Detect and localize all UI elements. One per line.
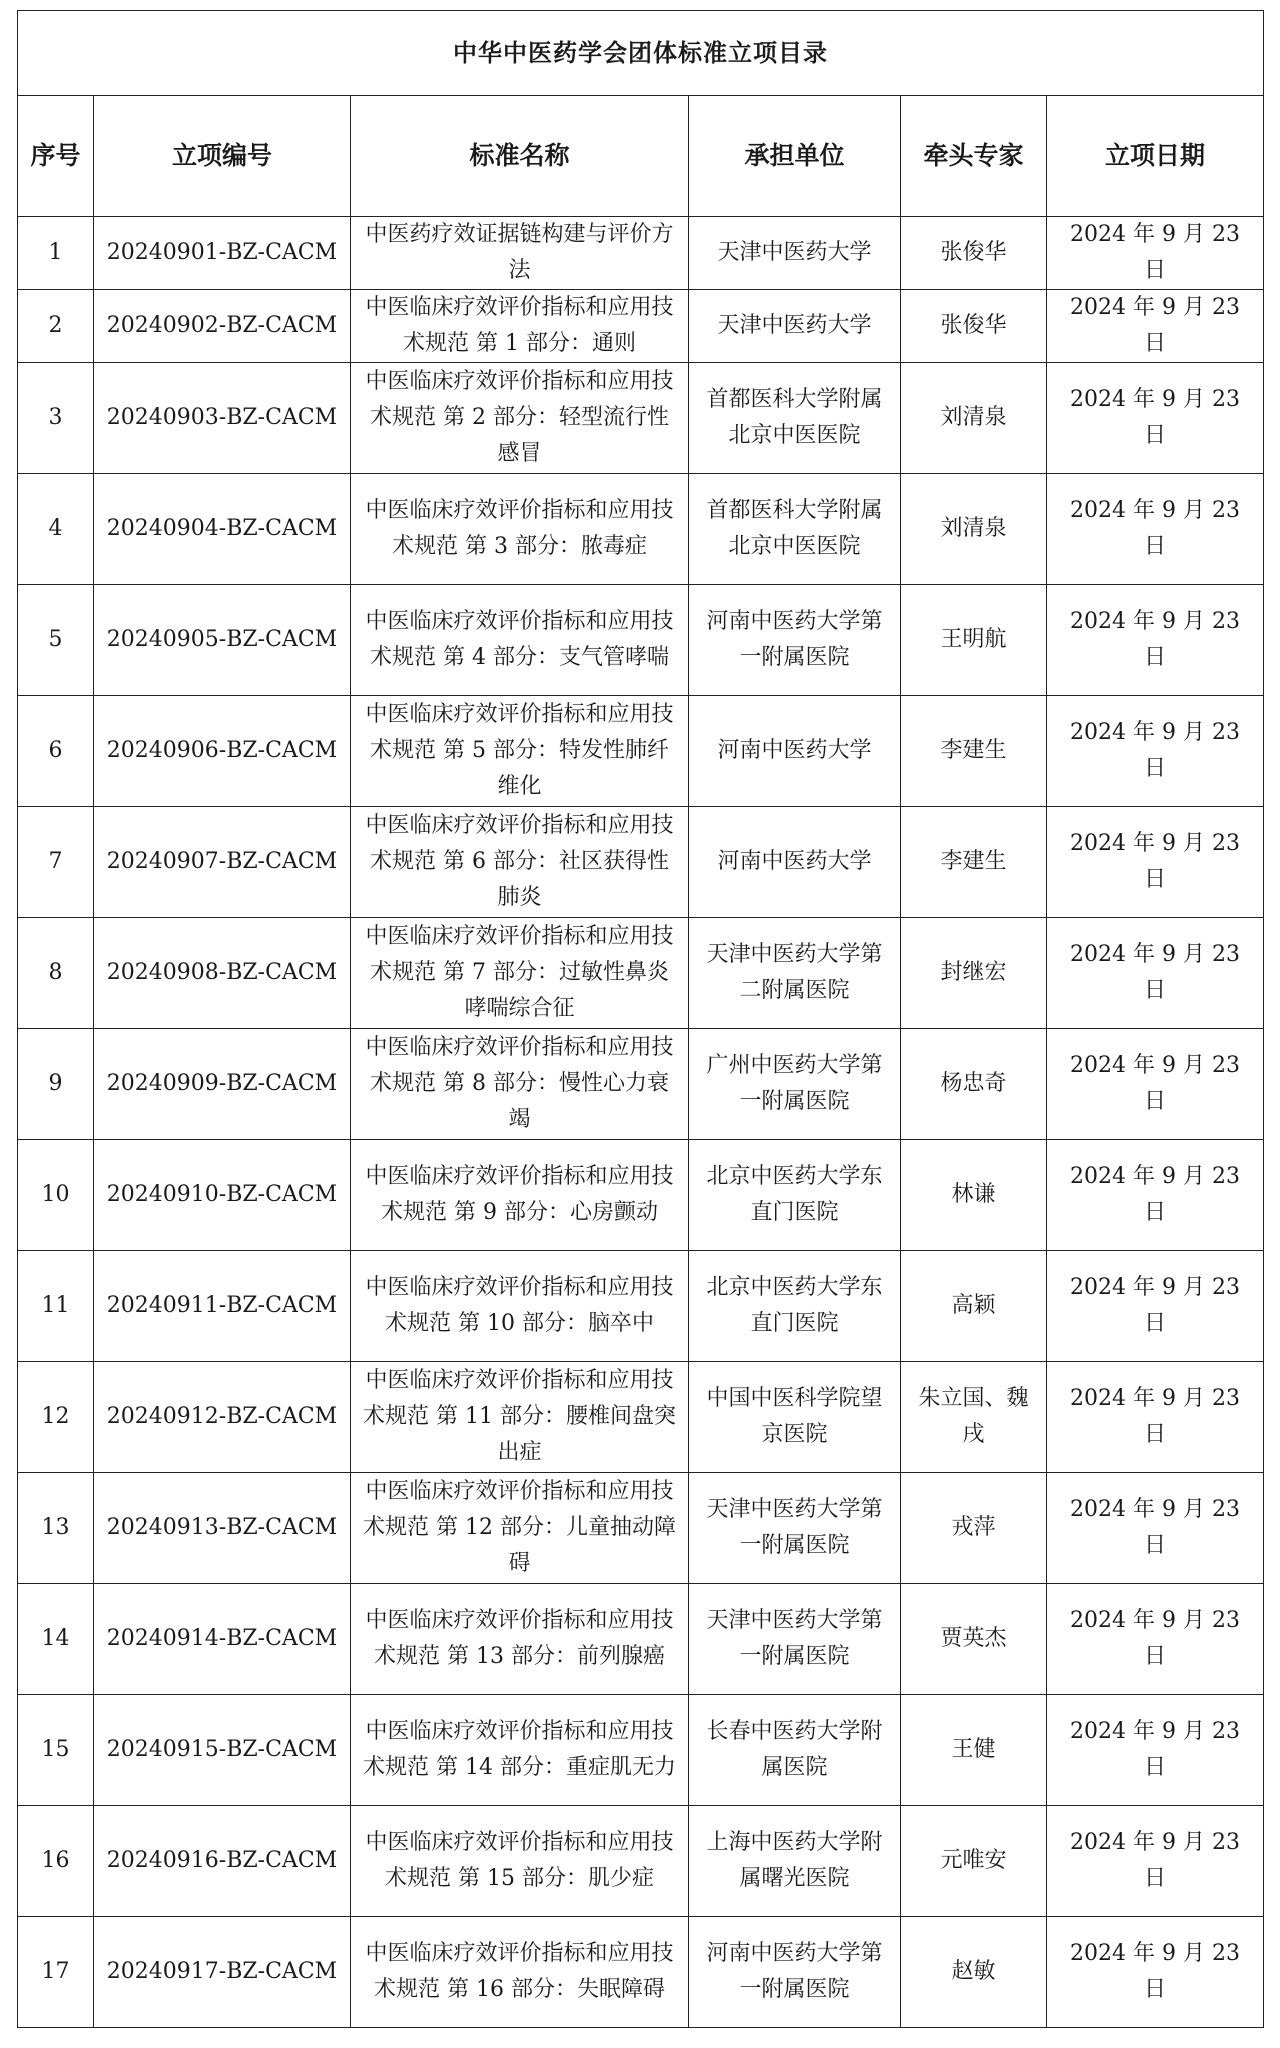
cell-name: 中医临床疗效评价指标和应用技术规范 第 2 部分：轻型流行性感冒 — [351, 363, 689, 474]
cell-expert: 王明航 — [901, 585, 1047, 696]
cell-code: 20240905-BZ-CACM — [94, 585, 351, 696]
cell-code: 20240907-BZ-CACM — [94, 807, 351, 918]
cell-date: 2024 年 9 月 23 日 — [1047, 1584, 1264, 1695]
cell-expert: 王健 — [901, 1695, 1047, 1806]
table-row — [18, 1251, 1264, 1362]
header-name: 标准名称 — [351, 96, 689, 217]
cell-name: 中医临床疗效评价指标和应用技术规范 第 13 部分：前列腺癌 — [351, 1584, 689, 1695]
cell-seq: 16 — [18, 1806, 94, 1917]
cell-code: 20240903-BZ-CACM — [94, 363, 351, 474]
cell-unit: 首都医科大学附属北京中医医院 — [689, 474, 901, 585]
table-row — [18, 1806, 1264, 1917]
cell-date: 2024 年 9 月 23 日 — [1047, 585, 1264, 696]
cell-seq: 1 — [18, 217, 94, 290]
cell-code: 20240906-BZ-CACM — [94, 696, 351, 807]
cell-date: 2024 年 9 月 23 日 — [1047, 363, 1264, 474]
table-row — [18, 1362, 1264, 1473]
cell-expert: 刘清泉 — [901, 474, 1047, 585]
table-row — [18, 1029, 1264, 1140]
cell-unit: 首都医科大学附属北京中医医院 — [689, 363, 901, 474]
cell-expert: 林谦 — [901, 1140, 1047, 1251]
cell-expert: 戎萍 — [901, 1473, 1047, 1584]
cell-name: 中医临床疗效评价指标和应用技术规范 第 16 部分：失眠障碍 — [351, 1917, 689, 2028]
cell-date: 2024 年 9 月 23 日 — [1047, 1362, 1264, 1473]
cell-seq: 11 — [18, 1251, 94, 1362]
cell-expert: 张俊华 — [901, 290, 1047, 363]
cell-seq: 15 — [18, 1695, 94, 1806]
cell-seq: 3 — [18, 363, 94, 474]
cell-name: 中医临床疗效评价指标和应用技术规范 第 6 部分：社区获得性肺炎 — [351, 807, 689, 918]
table-row — [18, 1473, 1264, 1584]
cell-unit: 天津中医药大学第一附属医院 — [689, 1584, 901, 1695]
cell-date: 2024 年 9 月 23 日 — [1047, 1473, 1264, 1584]
cell-unit: 长春中医药大学附属医院 — [689, 1695, 901, 1806]
table-row — [18, 217, 1264, 290]
cell-unit: 河南中医药大学第一附属医院 — [689, 585, 901, 696]
header-unit: 承担单位 — [689, 96, 901, 217]
cell-code: 20240911-BZ-CACM — [94, 1251, 351, 1362]
cell-name: 中医临床疗效评价指标和应用技术规范 第 14 部分：重症肌无力 — [351, 1695, 689, 1806]
cell-expert: 李建生 — [901, 807, 1047, 918]
cell-expert: 刘清泉 — [901, 363, 1047, 474]
cell-expert: 封继宏 — [901, 918, 1047, 1029]
cell-name: 中医临床疗效评价指标和应用技术规范 第 3 部分：脓毒症 — [351, 474, 689, 585]
table-row — [18, 1695, 1264, 1806]
cell-date: 2024 年 9 月 23 日 — [1047, 807, 1264, 918]
cell-expert: 张俊华 — [901, 217, 1047, 290]
cell-unit: 上海中医药大学附属曙光医院 — [689, 1806, 901, 1917]
cell-expert: 朱立国、魏戌 — [901, 1362, 1047, 1473]
cell-name: 中医临床疗效评价指标和应用技术规范 第 10 部分：脑卒中 — [351, 1251, 689, 1362]
header-date: 立项日期 — [1047, 96, 1264, 217]
cell-expert: 元唯安 — [901, 1806, 1047, 1917]
cell-date: 2024 年 9 月 23 日 — [1047, 290, 1264, 363]
cell-unit: 河南中医药大学 — [689, 807, 901, 918]
table-title: 中华中医药学会团体标准立项目录 — [18, 11, 1264, 96]
document-page — [17, 10, 1263, 2028]
cell-unit: 天津中医药大学第二附属医院 — [689, 918, 901, 1029]
header-code: 立项编号 — [94, 96, 351, 217]
cell-name: 中医临床疗效评价指标和应用技术规范 第 1 部分：通则 — [351, 290, 689, 363]
cell-date: 2024 年 9 月 23 日 — [1047, 1029, 1264, 1140]
cell-name: 中医临床疗效评价指标和应用技术规范 第 9 部分：心房颤动 — [351, 1140, 689, 1251]
table-row — [18, 585, 1264, 696]
cell-unit: 天津中医药大学 — [689, 290, 901, 363]
cell-expert: 贾英杰 — [901, 1584, 1047, 1695]
cell-seq: 4 — [18, 474, 94, 585]
cell-seq: 7 — [18, 807, 94, 918]
cell-unit: 河南中医药大学第一附属医院 — [689, 1917, 901, 2028]
cell-date: 2024 年 9 月 23 日 — [1047, 918, 1264, 1029]
cell-name: 中医临床疗效评价指标和应用技术规范 第 7 部分：过敏性鼻炎哮喘综合征 — [351, 918, 689, 1029]
standards-catalog-table — [17, 10, 1264, 2028]
table-row — [18, 696, 1264, 807]
cell-expert: 李建生 — [901, 696, 1047, 807]
cell-date: 2024 年 9 月 23 日 — [1047, 217, 1264, 290]
cell-seq: 14 — [18, 1584, 94, 1695]
cell-unit: 天津中医药大学第一附属医院 — [689, 1473, 901, 1584]
cell-date: 2024 年 9 月 23 日 — [1047, 696, 1264, 807]
cell-seq: 6 — [18, 696, 94, 807]
cell-unit: 河南中医药大学 — [689, 696, 901, 807]
cell-code: 20240913-BZ-CACM — [94, 1473, 351, 1584]
cell-expert: 杨忠奇 — [901, 1029, 1047, 1140]
cell-code: 20240917-BZ-CACM — [94, 1917, 351, 2028]
cell-code: 20240902-BZ-CACM — [94, 290, 351, 363]
cell-name: 中医临床疗效评价指标和应用技术规范 第 8 部分：慢性心力衰竭 — [351, 1029, 689, 1140]
cell-code: 20240915-BZ-CACM — [94, 1695, 351, 1806]
cell-name: 中医药疗效证据链构建与评价方法 — [351, 217, 689, 290]
table-row — [18, 1140, 1264, 1251]
cell-code: 20240910-BZ-CACM — [94, 1140, 351, 1251]
cell-unit: 广州中医药大学第一附属医院 — [689, 1029, 901, 1140]
table-row — [18, 474, 1264, 585]
table-row — [18, 363, 1264, 474]
cell-code: 20240909-BZ-CACM — [94, 1029, 351, 1140]
cell-code: 20240916-BZ-CACM — [94, 1806, 351, 1917]
cell-name: 中医临床疗效评价指标和应用技术规范 第 5 部分：特发性肺纤维化 — [351, 696, 689, 807]
cell-unit: 北京中医药大学东直门医院 — [689, 1251, 901, 1362]
cell-seq: 10 — [18, 1140, 94, 1251]
cell-date: 2024 年 9 月 23 日 — [1047, 1251, 1264, 1362]
cell-seq: 9 — [18, 1029, 94, 1140]
table-row — [18, 290, 1264, 363]
header-expert: 牵头专家 — [901, 96, 1047, 217]
cell-seq: 17 — [18, 1917, 94, 2028]
cell-seq: 13 — [18, 1473, 94, 1584]
cell-seq: 2 — [18, 290, 94, 363]
cell-unit: 中国中医科学院望京医院 — [689, 1362, 901, 1473]
cell-expert: 高颖 — [901, 1251, 1047, 1362]
cell-seq: 12 — [18, 1362, 94, 1473]
table-row — [18, 1584, 1264, 1695]
table-row — [18, 807, 1264, 918]
cell-unit: 天津中医药大学 — [689, 217, 901, 290]
cell-unit: 北京中医药大学东直门医院 — [689, 1140, 901, 1251]
title-row — [18, 11, 1264, 96]
cell-expert: 赵敏 — [901, 1917, 1047, 2028]
cell-seq: 8 — [18, 918, 94, 1029]
table-row — [18, 918, 1264, 1029]
cell-name: 中医临床疗效评价指标和应用技术规范 第 15 部分：肌少症 — [351, 1806, 689, 1917]
cell-code: 20240914-BZ-CACM — [94, 1584, 351, 1695]
cell-date: 2024 年 9 月 23 日 — [1047, 1140, 1264, 1251]
cell-date: 2024 年 9 月 23 日 — [1047, 474, 1264, 585]
cell-name: 中医临床疗效评价指标和应用技术规范 第 12 部分：儿童抽动障碍 — [351, 1473, 689, 1584]
cell-code: 20240912-BZ-CACM — [94, 1362, 351, 1473]
cell-date: 2024 年 9 月 23 日 — [1047, 1917, 1264, 2028]
header-row — [18, 96, 1264, 217]
cell-code: 20240908-BZ-CACM — [94, 918, 351, 1029]
cell-date: 2024 年 9 月 23 日 — [1047, 1806, 1264, 1917]
cell-code: 20240904-BZ-CACM — [94, 474, 351, 585]
cell-seq: 5 — [18, 585, 94, 696]
cell-code: 20240901-BZ-CACM — [94, 217, 351, 290]
cell-name: 中医临床疗效评价指标和应用技术规范 第 11 部分：腰椎间盘突出症 — [351, 1362, 689, 1473]
cell-name: 中医临床疗效评价指标和应用技术规范 第 4 部分：支气管哮喘 — [351, 585, 689, 696]
cell-date: 2024 年 9 月 23 日 — [1047, 1695, 1264, 1806]
header-seq: 序号 — [18, 96, 94, 217]
table-row — [18, 1917, 1264, 2028]
